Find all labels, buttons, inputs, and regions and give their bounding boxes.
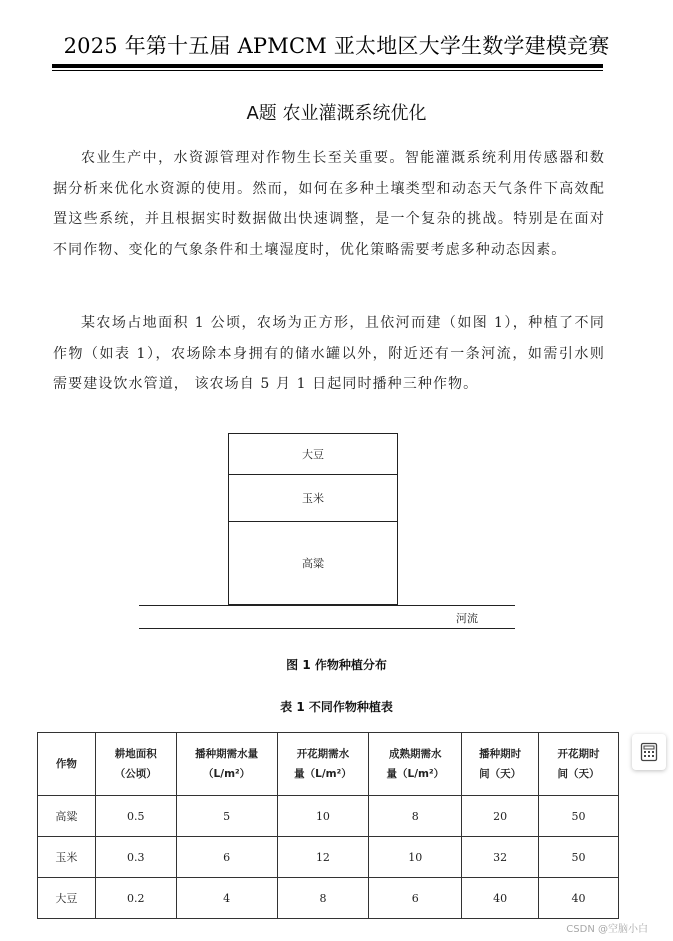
table-tool-button[interactable] [632, 734, 666, 770]
table-cell: 50 [539, 837, 619, 878]
title-rule-thin [52, 70, 603, 71]
soybean-plot: 大豆 [229, 434, 397, 475]
header-sowing-period: 播种期时 间（天） [462, 733, 539, 796]
table-cell: 大豆 [38, 878, 96, 919]
crop-table [37, 732, 619, 919]
table-cell: 0.2 [95, 878, 176, 919]
header-flowering-period: 开花期时 间（天） [539, 733, 619, 796]
table-cell: 12 [277, 837, 369, 878]
table-cell: 0.5 [95, 796, 176, 837]
table-cell: 6 [369, 878, 462, 919]
table-cell: 32 [462, 837, 539, 878]
table-cell: 10 [277, 796, 369, 837]
farm-paragraph: 某农场占地面积 1 公顷，农场为正方形，且依河而建（如图 1），种植了不同作物（如表 1），农场除本身拥有的储水罐以外，附近还有一条河流，如需引水则需要建设饮水管道， 该农场自 5 月 1 日起同时播种三种作物。 [53, 315, 605, 392]
csdn-watermark: CSDN @空脑小白 [566, 924, 648, 935]
title-rule-thick [52, 64, 603, 68]
document-title: 2025 年第十五届 APMCM 亚太地区大学生数学建模竞赛 [63, 34, 610, 58]
header-area: 耕地面积 （公顷） [95, 733, 176, 796]
table-header-row [38, 733, 619, 796]
table-cell: 0.3 [95, 837, 176, 878]
river-bank-top [139, 605, 515, 606]
corn-plot: 玉米 [229, 474, 397, 522]
table-cell: 8 [369, 796, 462, 837]
intro-paragraph: 农业生产中，水资源管理对作物生长至关重要。智能灌溉系统利用传感器和数据分析来优化水资源的使用。然而，如何在多种土壤类型和动态天气条件下高效配置这些系统，并且根据实时数据做出快速调整，是一个复杂的挑战。特别是在面对不同作物、变化的气象条件和土壤湿度时，优化策略需要考虑多种动态因素。 [53, 150, 605, 258]
table-caption: 表 1 不同作物种植表 [280, 700, 393, 714]
table-cell: 50 [539, 796, 619, 837]
table-cell: 40 [539, 878, 619, 919]
river-label: 河流 [456, 612, 478, 625]
problem-title: A题 农业灌溉系统优化 [246, 103, 427, 124]
table-cell: 10 [369, 837, 462, 878]
sorghum-plot: 高粱 [302, 557, 324, 570]
header-crop: 作物 [38, 733, 96, 796]
figure-caption: 图 1 作物种植分布 [286, 658, 387, 672]
table-cell: 6 [176, 837, 277, 878]
table-cell: 20 [462, 796, 539, 837]
calculator-icon [639, 742, 659, 762]
table-row [38, 837, 619, 878]
table-cell: 8 [277, 878, 369, 919]
table-row [38, 796, 619, 837]
table-cell: 玉米 [38, 837, 96, 878]
header-flowering-water: 开花期需水 量（L/m²） [277, 733, 369, 796]
header-sowing-water: 播种期需水量 （L/m²） [176, 733, 277, 796]
river-bank-bottom [139, 628, 515, 629]
table-row [38, 878, 619, 919]
farm-plot-diagram [228, 433, 398, 605]
table-cell: 高粱 [38, 796, 96, 837]
table-cell: 4 [176, 878, 277, 919]
table-cell: 40 [462, 878, 539, 919]
header-maturity-water: 成熟期需水 量（L/m²） [369, 733, 462, 796]
table-cell: 5 [176, 796, 277, 837]
